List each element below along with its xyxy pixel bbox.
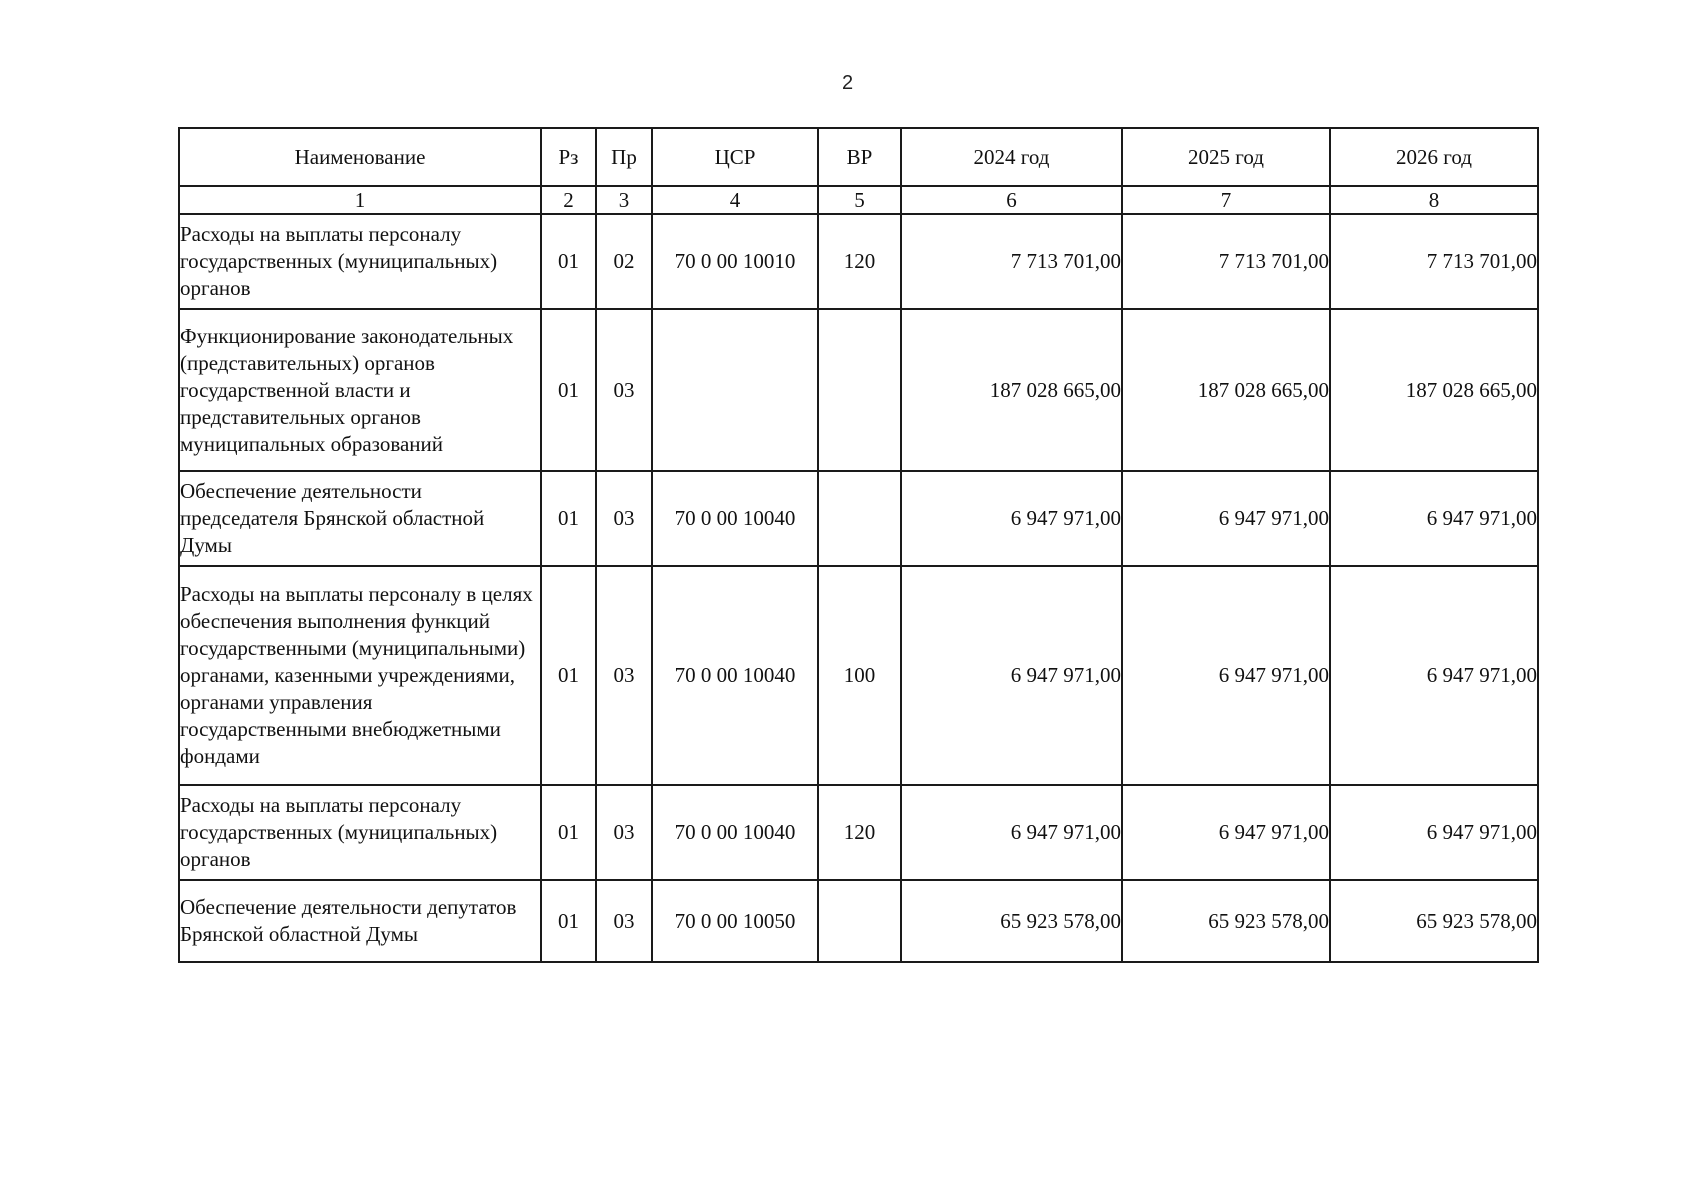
- row-vr: [818, 471, 901, 566]
- row-rz: 01: [541, 785, 596, 880]
- table-header-row: [179, 128, 1538, 186]
- row-amount-2024: 187 028 665,00: [901, 309, 1122, 471]
- table-row: [179, 214, 1538, 309]
- row-amount-2024: 7 713 701,00: [901, 214, 1122, 309]
- budget-table: [178, 127, 1539, 963]
- row-amount-2024: 65 923 578,00: [901, 880, 1122, 962]
- row-vr: 120: [818, 214, 901, 309]
- column-number: 8: [1330, 186, 1538, 214]
- row-amount-2025: 6 947 971,00: [1122, 471, 1330, 566]
- row-name: Расходы на выплаты персоналу в целях обеспечения выполнения функций государственными (муниципальными) органами, казенными учреждениями, органами управления государственными внебюджетными фондами: [179, 566, 541, 785]
- header-2025: 2025 год: [1122, 128, 1330, 186]
- row-csr: 70 0 00 10040: [652, 566, 818, 785]
- row-pr: 03: [596, 785, 652, 880]
- row-vr: 100: [818, 566, 901, 785]
- row-amount-2026: 6 947 971,00: [1330, 566, 1538, 785]
- row-name: Обеспечение деятельности председателя Брянской областной Думы: [179, 471, 541, 566]
- table-row: [179, 471, 1538, 566]
- column-number: 7: [1122, 186, 1330, 214]
- column-number-row: [179, 186, 1538, 214]
- table-row: [179, 566, 1538, 785]
- column-number: 1: [179, 186, 541, 214]
- header-vr: ВР: [818, 128, 901, 186]
- column-number: 2: [541, 186, 596, 214]
- row-name: Расходы на выплаты персоналу государственных (муниципальных) органов: [179, 785, 541, 880]
- column-number: 3: [596, 186, 652, 214]
- row-pr: 03: [596, 880, 652, 962]
- table-row: [179, 785, 1538, 880]
- row-amount-2024: 6 947 971,00: [901, 566, 1122, 785]
- row-pr: 03: [596, 309, 652, 471]
- row-amount-2025: 6 947 971,00: [1122, 785, 1330, 880]
- row-vr: 120: [818, 785, 901, 880]
- table-row: [179, 309, 1538, 471]
- row-name: Функционирование законодательных (представительных) органов государственной власти и представительных органов муниципальных образований: [179, 309, 541, 471]
- table-row: [179, 880, 1538, 962]
- row-vr: [818, 309, 901, 471]
- row-pr: 03: [596, 566, 652, 785]
- page-number: 2: [841, 72, 854, 94]
- row-vr: [818, 880, 901, 962]
- row-name: Обеспечение деятельности депутатов Брянской областной Думы: [179, 880, 541, 962]
- header-2024: 2024 год: [901, 128, 1122, 186]
- row-csr: 70 0 00 10010: [652, 214, 818, 309]
- row-rz: 01: [541, 566, 596, 785]
- row-amount-2026: 6 947 971,00: [1330, 785, 1538, 880]
- row-amount-2024: 6 947 971,00: [901, 785, 1122, 880]
- row-amount-2025: 7 713 701,00: [1122, 214, 1330, 309]
- row-amount-2025: 187 028 665,00: [1122, 309, 1330, 471]
- row-rz: 01: [541, 880, 596, 962]
- header-name: Наименование: [179, 128, 541, 186]
- row-pr: 03: [596, 471, 652, 566]
- header-pr: Пр: [596, 128, 652, 186]
- row-csr: [652, 309, 818, 471]
- row-rz: 01: [541, 471, 596, 566]
- header-2026: 2026 год: [1330, 128, 1538, 186]
- row-csr: 70 0 00 10040: [652, 471, 818, 566]
- row-amount-2024: 6 947 971,00: [901, 471, 1122, 566]
- row-pr: 02: [596, 214, 652, 309]
- row-rz: 01: [541, 214, 596, 309]
- row-amount-2026: 7 713 701,00: [1330, 214, 1538, 309]
- row-amount-2025: 6 947 971,00: [1122, 566, 1330, 785]
- row-csr: 70 0 00 10050: [652, 880, 818, 962]
- row-rz: 01: [541, 309, 596, 471]
- column-number: 4: [652, 186, 818, 214]
- row-amount-2026: 6 947 971,00: [1330, 471, 1538, 566]
- row-amount-2026: 187 028 665,00: [1330, 309, 1538, 471]
- row-amount-2025: 65 923 578,00: [1122, 880, 1330, 962]
- row-name: Расходы на выплаты персоналу государственных (муниципальных) органов: [179, 214, 541, 309]
- header-rz: Рз: [541, 128, 596, 186]
- column-number: 5: [818, 186, 901, 214]
- column-number: 6: [901, 186, 1122, 214]
- row-amount-2026: 65 923 578,00: [1330, 880, 1538, 962]
- row-csr: 70 0 00 10040: [652, 785, 818, 880]
- header-csr: ЦСР: [652, 128, 818, 186]
